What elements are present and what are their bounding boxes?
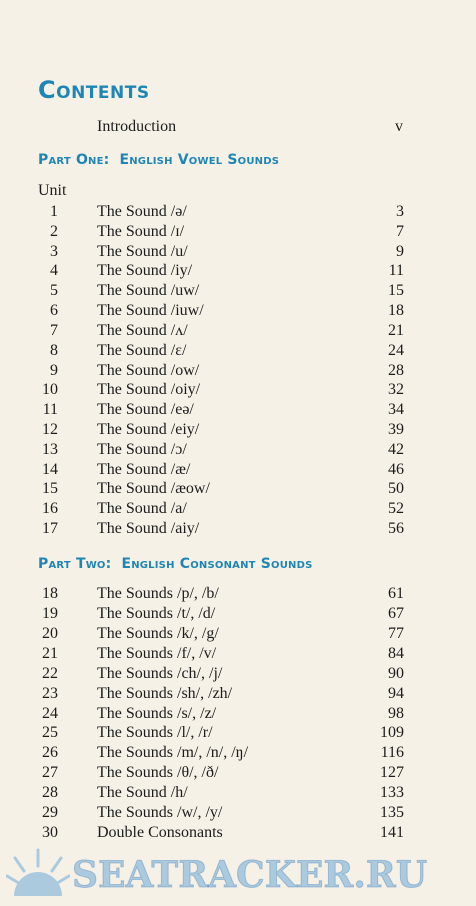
part-two-prefix: Part Two: [38,556,112,572]
page-number: 127 [380,764,404,782]
page-number: 56 [388,520,404,538]
page-number: 24 [388,341,404,359]
unit-title: The Sound /æ/ [97,460,191,478]
toc-row [38,222,404,242]
part-one-heading [38,152,279,168]
toc-row [38,281,404,301]
unit-number: 28 [42,784,58,802]
toc-row [38,723,404,743]
toc-row [38,420,404,440]
toc-row [38,499,404,519]
page-number: 52 [388,500,404,518]
page-number: 109 [380,724,404,742]
page-number: 90 [388,664,404,682]
unit-number: 7 [50,321,58,339]
unit-number: 27 [42,764,58,782]
toc-row [38,823,404,843]
page-number: 94 [388,684,404,702]
unit-title: The Sound /oiy/ [97,381,201,399]
toc-row [38,604,404,624]
page-number: 9 [396,242,404,260]
unit-title: The Sound /aiy/ [97,520,200,538]
part-two-name: English Consonant Sounds [121,556,313,572]
page-number: 21 [388,321,404,339]
page-number: 133 [380,784,404,802]
toc-row [38,460,404,480]
unit-number: 6 [50,302,58,320]
unit-number: 23 [42,684,58,702]
watermark [0,846,476,901]
unit-title: The Sounds /m/, /n/, /ŋ/ [97,744,249,762]
unit-number: 16 [42,500,58,518]
unit-number: 9 [50,361,58,379]
unit-title: The Sounds /t/, /d/ [97,604,216,622]
page-number: 84 [388,644,404,662]
sun-icon [6,846,70,906]
unit-number: 3 [50,242,58,260]
toc-row [38,684,404,704]
part-one-prefix: Part One: [38,152,110,168]
toc-row [38,261,404,281]
unit-title: The Sounds /w/, /y/ [97,804,223,822]
toc-row [38,624,404,644]
unit-number: 19 [42,604,58,622]
contents-title: Contents [38,76,150,104]
toc-row [38,803,404,823]
toc-row [38,704,404,724]
unit-title: Double Consonants [97,824,223,842]
toc-row [38,743,404,763]
unit-title: The Sound /u/ [97,242,188,260]
toc-row [38,400,404,420]
unit-title: The Sounds /f/, /v/ [97,644,217,662]
page-number: 42 [388,440,404,458]
unit-number: 2 [50,222,58,240]
unit-number: 30 [42,824,58,842]
toc-row [38,644,404,664]
page-number: 18 [388,302,404,320]
unit-title: The Sound /ɛ/ [97,341,187,359]
page-number: 77 [388,624,404,642]
unit-number: 14 [42,460,58,478]
unit-label: Unit [38,182,67,199]
unit-number: 10 [42,381,58,399]
toc-row [38,380,404,400]
unit-number: 4 [50,262,58,280]
unit-title: The Sound /h/ [97,784,188,802]
unit-title: The Sound /ɔ/ [97,440,187,458]
toc-row [38,341,404,361]
unit-title: The Sound /uw/ [97,282,200,300]
page-number: 15 [388,282,404,300]
unit-number: 26 [42,744,58,762]
unit-number: 29 [42,804,58,822]
unit-title: The Sound /ɪ/ [97,222,185,240]
watermark-text: SEATRACKER.RU [72,854,428,896]
unit-number: 24 [42,704,58,722]
page-number: 7 [396,222,404,240]
unit-number: 8 [50,341,58,359]
unit-title: The Sound /ə/ [97,203,187,220]
page-number: 61 [388,585,404,602]
page-number: 34 [388,401,404,419]
unit-number: 5 [50,282,58,300]
unit-title: The Sounds /p/, /b/ [97,585,219,602]
page-number: 28 [388,361,404,379]
unit-number: 21 [42,644,58,662]
page-number: 50 [388,480,404,498]
unit-title: The Sounds /k/, /g/ [97,624,219,642]
unit-number: 1 [50,203,58,220]
unit-number: 22 [42,664,58,682]
toc-row [38,242,404,262]
toc-row [38,440,404,460]
unit-title: The Sound /ʌ/ [97,321,188,339]
unit-title: The Sound /eə/ [97,401,194,419]
unit-number: 15 [42,480,58,498]
unit-number: 11 [42,401,58,419]
toc-row [38,202,404,222]
toc-row [38,763,404,783]
unit-number: 13 [42,440,58,458]
unit-title: The Sounds /l/, /r/ [97,724,213,742]
unit-number: 25 [42,724,58,742]
toc-row [38,783,404,803]
unit-title: The Sounds /ch/, /j/ [97,664,223,682]
part-one-name: English Vowel Sounds [119,152,280,168]
page-number: 32 [388,381,404,399]
unit-title: The Sounds /θ/, /ð/ [97,764,219,782]
unit-number: 12 [42,421,58,439]
unit-title: The Sounds /s/, /z/ [97,704,217,722]
unit-title: The Sound /iy/ [97,262,193,280]
toc-row [38,584,404,604]
page-number: 46 [388,460,404,478]
unit-number: 17 [42,520,58,538]
intro-label: Introduction [97,118,177,135]
page-number: 39 [388,421,404,439]
unit-number: 20 [42,624,58,642]
part-two-heading [38,556,313,572]
toc-row [38,519,404,539]
unit-number: 18 [42,585,58,602]
unit-title: The Sound /iuw/ [97,302,204,320]
page-number: 11 [388,262,404,280]
page-number: 135 [380,804,404,822]
toc-row [38,664,404,684]
toc-row [38,479,404,499]
unit-title: The Sound /ow/ [97,361,200,379]
unit-title: The Sounds /sh/, /zh/ [97,684,233,702]
page-number: 141 [380,824,404,842]
unit-title: The Sound /a/ [97,500,187,518]
unit-title: The Sound /æow/ [97,480,210,498]
intro-page: v [395,118,403,135]
toc-row [38,361,404,381]
page-number: 67 [388,604,404,622]
page-number: 116 [380,744,404,762]
toc-row [38,321,404,341]
page-number: 98 [388,704,404,722]
toc-row [38,301,404,321]
page-number: 3 [396,203,404,220]
unit-title: The Sound /eiy/ [97,421,200,439]
